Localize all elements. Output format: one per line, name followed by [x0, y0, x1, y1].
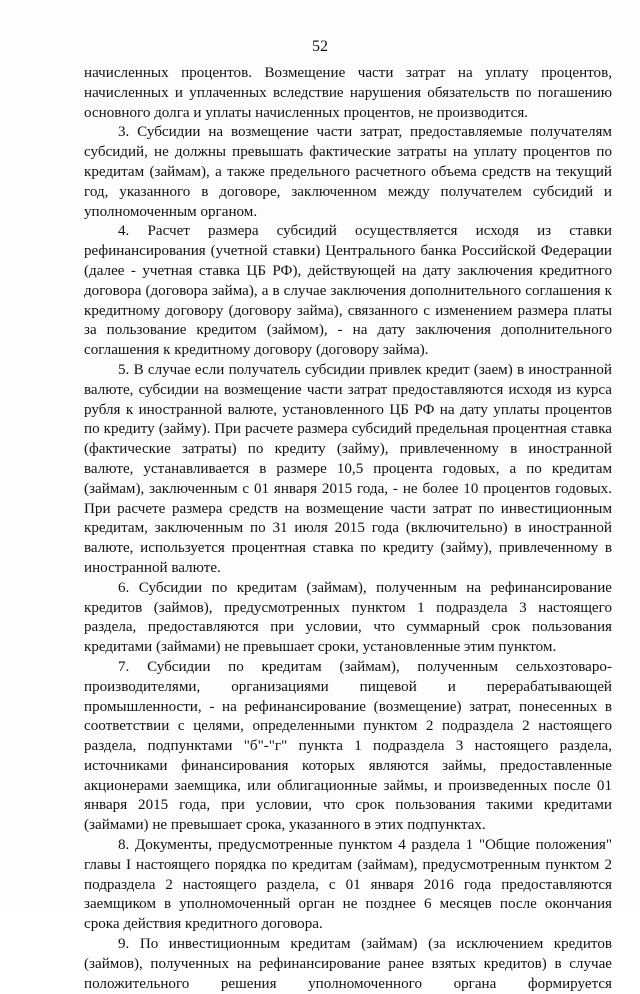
paragraph-continuation: начисленных процентов. Возмещение части затрат на уплату процентов, начисленных и уплаченных вследствие нарушения обязательств по погашению основного долга и уплаты начисленных процентов, не производится. [84, 65, 612, 121]
page-number: 52 [312, 38, 328, 55]
paragraph-6: 6. Субсидии по кредитам (займам), полученным на рефинансирование кредитов (займов), предусмотренных пунктом 1 подраздела 3 настоящего раздела, предоставляются при условии, что суммарный срок пользования кредитами (займами) не превышает сроки, установленные этим пунктом. [84, 579, 612, 656]
paragraph-7: 7. Субсидии по кредитам (займам), полученным сельхозтоваро-производителями, организациями пищевой и перерабатывающей промышленности, - на рефинансирование (возмещение) затрат, понесенных в соответствии с целями, определенными пунктом 2 подраздела 2 настоящего раздела, подпунктами "б"-"г" пункта 1 подраздела 3 настоящего раздела, источниками финансирования которых являются займы, предоставленные акционерами заемщика, или облигационные займы, и произведенных после 01 января 2015 года, при условии, что срок пользования такими кредитами (займами) не превышает срока, указанного в этих подпунктах. [84, 658, 612, 834]
paragraph-4: 4. Расчет размера субсидий осуществляется исходя из ставки рефинансирования (учетной ставки) Центрального банка Российской Федерации (далее - учетная ставка ЦБ РФ), действующей на дату заключения кредитного договора (договора займа), а в случае заключения дополнительного соглашения к кредитному договору (договору займа), связанного с изменением размера платы за пользование кредитом (займом), - на дату заключения дополнительного соглашения к кредитному договору (договору займа). [84, 223, 612, 359]
paragraph-9: 9. По инвестиционным кредитам (займам) (за исключением кредитов (займов), полученных на рефинансирование ранее взятых кредитов) в случае положительного решения уполномоченного органа формируется [84, 936, 612, 992]
document-body [84, 64, 612, 994]
paragraph-8: 8. Документы, предусмотренные пунктом 4 раздела 1 "Общие положения" главы I настоящего порядка по кредитам (займам), предусмотренным пунктом 2 подраздела 2 настоящего раздела, с 01 января 2016 года предоставляются заемщиком в уполномоченный орган не позднее 6 месяцев после окончания срока действия кредитного договора. [84, 837, 612, 933]
paragraph-3: 3. Субсидии на возмещение части затрат, предоставляемые получателям субсидий, не должны превышать фактические затраты на уплату процентов по кредитам (займам), а также предельного расчетного объема средств на текущий год, указанного в договоре, заключенном между получателем субсидий и уполномоченным органом. [84, 124, 612, 220]
paragraph-5: 5. В случае если получатель субсидии привлек кредит (заем) в иностранной валюте, субсидии на возмещение части затрат предоставляются исходя из курса рубля к иностранной валюте, установленного ЦБ РФ на дату уплаты процентов по кредиту (займу). При расчете размера субсидий предельная процентная ставка (фактические затраты) по кредиту (займу), привлеченному в иностранной валюте, устанавливается в размере 10,5 процента годовых, а по кредитам (займам), заключенным с 01 января 2015 года, - не более 10 процентов годовых. При расчете размера средств на возмещение части затрат по инвестиционным кредитам, заключенным по 31 июля 2015 года (включительно) в иностранной валюте, используется процентная ставка по кредиту (займу), привлеченному в иностранной валюте. [84, 361, 612, 576]
